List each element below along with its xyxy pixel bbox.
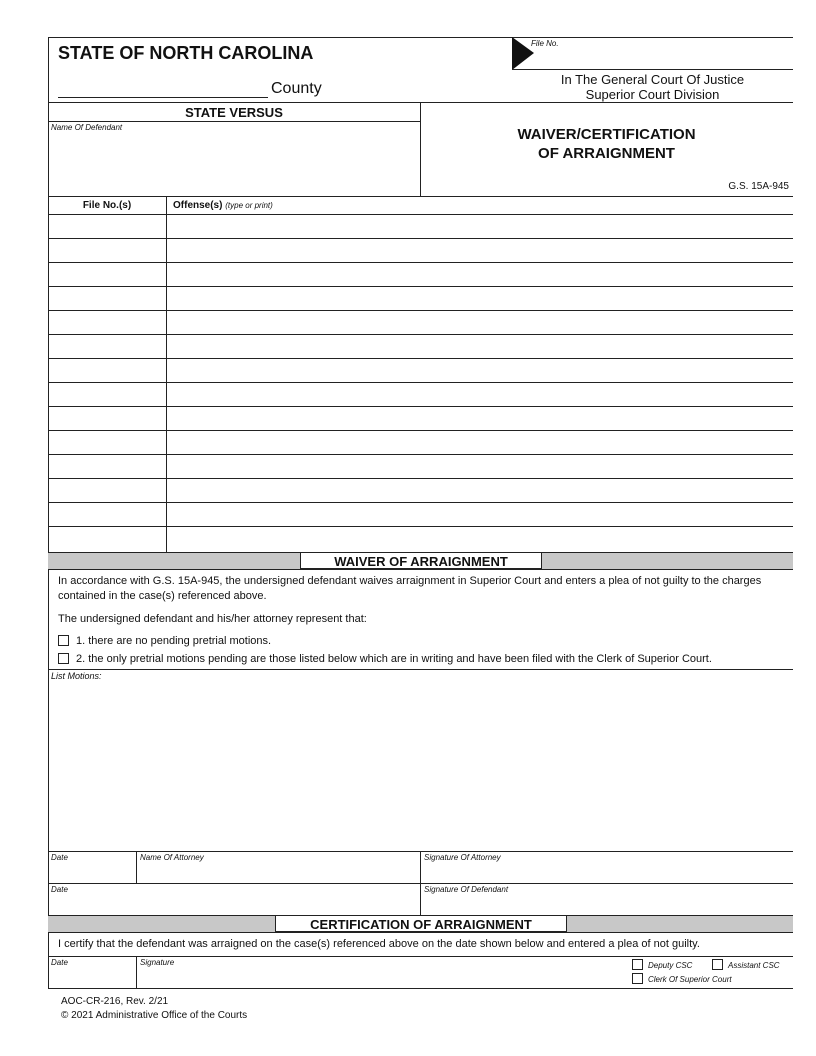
certification-heading: CERTIFICATION OF ARRAIGNMENT	[275, 915, 567, 932]
option1-label: 1. there are no pending pretrial motions.	[76, 635, 272, 647]
option1-checkbox[interactable]	[58, 635, 69, 646]
state-versus-underline	[48, 121, 420, 122]
county-label: County	[271, 80, 322, 97]
defendant-row-top	[48, 883, 793, 884]
file-no-field[interactable]	[540, 48, 790, 68]
defendant-date-field[interactable]	[51, 896, 416, 914]
motions-field[interactable]	[51, 684, 789, 846]
file-no-cell[interactable]	[48, 311, 167, 334]
offense-cell[interactable]	[167, 431, 793, 454]
file-no-cell[interactable]	[48, 239, 167, 262]
table-row	[48, 287, 793, 311]
cert-row-top	[48, 956, 793, 957]
clerk-checkbox[interactable]	[632, 973, 643, 984]
waiver-band	[48, 552, 793, 570]
name-of-defendant-label: Name Of Defendant	[51, 123, 123, 132]
cert-signature-label: Signature	[140, 958, 175, 967]
date-label: Date	[51, 853, 68, 862]
file-no-cell[interactable]	[48, 287, 167, 310]
cert-row-divider	[136, 956, 137, 988]
table-row	[48, 479, 793, 503]
table-row	[48, 239, 793, 263]
bottom-border	[48, 988, 793, 989]
signature-attorney-label: Signature Of Attorney	[424, 853, 501, 862]
defendant-signature-field[interactable]	[424, 896, 789, 914]
table-row	[48, 215, 793, 239]
court-line-1: In The General Court Of Justice	[560, 72, 745, 87]
table-row	[48, 335, 793, 359]
statute-reference: G.S. 15A-945	[728, 181, 789, 192]
signature-defendant-label: Signature Of Defendant	[424, 885, 509, 894]
form-title-line-2: OF ARRAIGNMENT	[538, 145, 675, 162]
attorney-signature-field[interactable]	[424, 864, 789, 882]
date2-label: Date	[51, 885, 68, 894]
attorney-name-field[interactable]	[140, 864, 416, 882]
defendant-name-field[interactable]	[51, 134, 416, 192]
waiver-paragraph: In accordance with G.S. 15A-945, the undersigned defendant waives arraignment in Superior Court and enters a plea of not guilty to the charges contained in the case(s) referenced above.	[58, 575, 762, 602]
offense-cell[interactable]	[167, 215, 793, 238]
offense-cell[interactable]	[167, 359, 793, 382]
cert-date-field[interactable]	[51, 969, 133, 986]
offense-cell[interactable]	[167, 239, 793, 262]
attorney-date-field[interactable]	[51, 864, 133, 882]
offense-cell[interactable]	[167, 311, 793, 334]
cert-date-label: Date	[51, 958, 68, 967]
file-no-cell[interactable]	[48, 503, 167, 526]
col-offense-note: (type or print)	[225, 201, 273, 210]
file-no-cell[interactable]	[48, 479, 167, 502]
offense-cell[interactable]	[167, 287, 793, 310]
file-no-cell[interactable]	[48, 431, 167, 454]
table-row	[48, 359, 793, 383]
col-file-no-header: File No.(s)	[48, 197, 167, 214]
offense-cell[interactable]	[167, 503, 793, 526]
table-row	[48, 263, 793, 287]
col-offense-label: Offense(s)	[173, 200, 223, 211]
file-no-cell[interactable]	[48, 215, 167, 238]
file-no-cell[interactable]	[48, 263, 167, 286]
col-offense-header	[173, 197, 273, 215]
form-title-line-1: WAIVER/CERTIFICATION	[517, 126, 696, 143]
clerk-label: Clerk Of Superior Court	[648, 975, 732, 984]
state-versus-label: STATE VERSUS	[185, 105, 283, 120]
table-row	[48, 455, 793, 479]
name-of-attorney-label: Name Of Attorney	[140, 853, 204, 862]
cert-signature-field[interactable]	[140, 969, 620, 986]
table-header	[48, 197, 793, 215]
table-row	[48, 503, 793, 527]
deputy-csc-label: Deputy CSC	[648, 961, 693, 970]
list-motions-label: List Motions:	[51, 671, 102, 681]
offense-cell[interactable]	[167, 383, 793, 406]
state-title: STATE OF NORTH CAROLINA	[58, 43, 314, 63]
option2-checkbox[interactable]	[58, 653, 69, 664]
deputy-csc-checkbox[interactable]	[632, 959, 643, 970]
county-blank-line[interactable]	[58, 97, 268, 98]
offense-cell[interactable]	[167, 455, 793, 478]
represent-statement: The undersigned defendant and his/her attorney represent that:	[58, 613, 367, 625]
certification-statement: I certify that the defendant was arraigned on the case(s) referenced above on the date shown below and entered a plea of not guilty.	[58, 938, 700, 950]
table-row	[48, 431, 793, 455]
assistant-csc-label: Assistant CSC	[728, 961, 780, 970]
waiver-heading: WAIVER OF ARRAIGNMENT	[300, 552, 542, 569]
offense-cell[interactable]	[167, 407, 793, 430]
offense-cell[interactable]	[167, 335, 793, 358]
offense-cell[interactable]	[167, 479, 793, 502]
form-id: AOC-CR-216, Rev. 2/21	[61, 996, 169, 1007]
file-no-label: File No.	[531, 39, 559, 48]
offense-cell[interactable]	[167, 527, 793, 550]
table-row	[48, 407, 793, 431]
assistant-csc-checkbox[interactable]	[712, 959, 723, 970]
file-no-cell[interactable]	[48, 407, 167, 430]
file-no-cell[interactable]	[48, 383, 167, 406]
table-row	[48, 527, 793, 552]
table-row	[48, 311, 793, 335]
file-no-cell[interactable]	[48, 359, 167, 382]
table-row	[48, 383, 793, 407]
top-border	[48, 37, 793, 38]
file-no-cell[interactable]	[48, 455, 167, 478]
option2-label: 2. the only pretrial motions pending are those listed below which are in writing and have been filed with the Clerk of Superior Court.	[76, 653, 712, 665]
certification-band	[48, 915, 793, 933]
copyright: © 2021 Administrative Office of the Courts	[61, 1010, 248, 1021]
attorney-row-divider-1	[136, 851, 137, 883]
offense-cell[interactable]	[167, 263, 793, 286]
court-line-2: Superior Court Division	[585, 87, 720, 102]
file-no-cell[interactable]	[48, 335, 167, 358]
file-no-cell[interactable]	[48, 527, 167, 552]
file-no-underline	[512, 69, 793, 70]
motions-top-line	[48, 669, 793, 670]
